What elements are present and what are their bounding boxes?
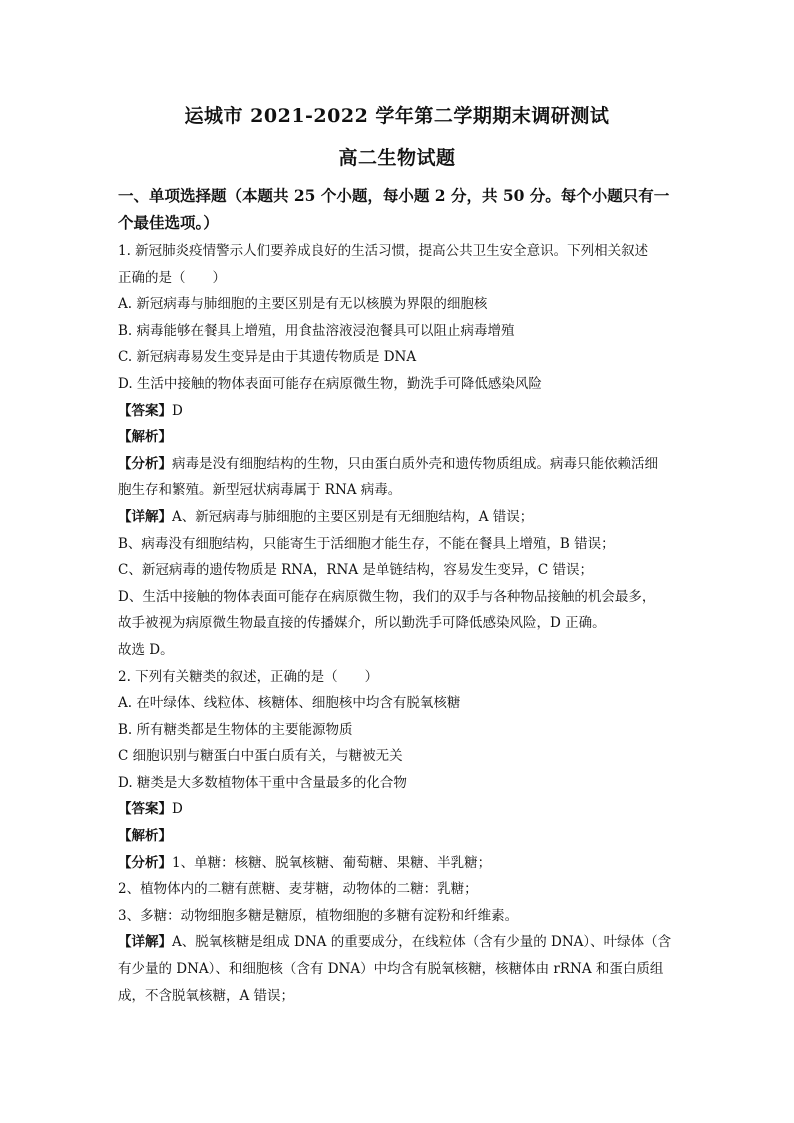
q1-xiangjie <box>118 504 678 531</box>
xiangjie-text: A、脱氧核糖是组成 DNA 的重要成分，在线粒体（含有少量的 DNA）、叶绿体（含 <box>172 934 672 951</box>
exam-title: 运城市 2021-2022 学年第二学期期末调研测试 <box>184 105 610 127</box>
q2-xiangjie-2: 有少量的 DNA）、和细胞核（含有 DNA）中均含有脱氧核糖，核糖体由 rRNA 和蛋白质组 <box>118 961 664 978</box>
q2-option-d: D. 糖类是大多数植物体干重中含量最多的化合物 <box>118 774 407 791</box>
q1-analysis-label: 【解析】 <box>118 429 172 446</box>
fenxi-label: 【分析】 <box>118 455 172 472</box>
q2-xiangjie-3: 成，不含脱氧核糖，A 错误； <box>118 987 295 1004</box>
q1-stem: 正确的是（ ） <box>118 269 226 286</box>
q2-option-c: C 细胞识别与糖蛋白中蛋白质有关，与糖被无关 <box>118 748 403 765</box>
fenxi-label: 【分析】 <box>118 854 172 871</box>
q1-option-d: D. 生活中接触的物体表面可能存在病原微生物，勤洗手可降低感染风险 <box>118 375 542 392</box>
question-body <box>118 238 678 1009</box>
section-heading <box>118 180 678 233</box>
q1-xiangjie-c: C、新冠病毒的遗传物质是 RNA，RNA 是单链结构，容易发生变异，C 错误； <box>118 562 593 579</box>
q1-option-c: C. 新冠病毒易发生变异是由于其遗传物质是 DNA <box>118 349 417 366</box>
q2-answer <box>118 796 678 823</box>
q1-xiangjie-b: B、病毒没有细胞结构，只能寄生于活细胞才能生存，不能在餐具上增殖，B 错误； <box>118 535 615 552</box>
fenxi-text: 病毒是没有细胞结构的生物，只由蛋白质外壳和遗传物质组成。病毒只能依赖活细 <box>172 455 658 472</box>
q2-fenxi-2: 2、植物体内的二糖有蔗糖、麦芽糖，动物体的二糖：乳糖； <box>118 881 478 898</box>
section-heading-line: 个最佳选项。） <box>118 212 219 232</box>
q1-option-b: B. 病毒能够在餐具上增殖，用食盐溶液浸泡餐具可以阻止病毒增殖 <box>118 322 515 339</box>
answer-value: D <box>172 801 183 818</box>
q2-option-b: B. 所有糖类都是生物体的主要能源物质 <box>118 721 353 738</box>
q1-conclusion: 故选 D。 <box>118 641 174 658</box>
xiangjie-label: 【详解】 <box>118 508 172 525</box>
xiangjie-label: 【详解】 <box>118 934 172 951</box>
q1-fenxi <box>118 451 678 478</box>
q1-answer <box>118 398 678 425</box>
q1-fenxi-cont: 胞生存和繁殖。新型冠状病毒属于 RNA 病毒。 <box>118 482 402 499</box>
q2-stem: 2. 下列有关糖类的叙述，正确的是（ ） <box>118 668 379 685</box>
q2-fenxi <box>118 850 678 877</box>
exam-subtitle: 高二生物试题 <box>338 147 456 169</box>
q2-fenxi-3: 3、多糖：动物细胞多糖是糖原，植物细胞的多糖有淀粉和纤维素。 <box>118 907 519 924</box>
answer-label: 【答案】 <box>118 402 172 419</box>
section-heading-line: 一、单项选择题（本题共 25 个小题，每小题 2 分，共 50 分。每个小题只有一 <box>118 186 670 205</box>
xiangjie-text: A、新冠病毒与肺细胞的主要区别是有无细胞结构，A 错误； <box>172 508 534 525</box>
fenxi-text: 1、单糖：核糖、脱氧核糖、葡萄糖、果糖、半乳糖； <box>172 854 492 871</box>
answer-label: 【答案】 <box>118 801 172 818</box>
q2-option-a: A. 在叶绿体、线粒体、核糖体、细胞核中均含有脱氧核糖 <box>118 695 461 712</box>
q2-analysis-label: 【解析】 <box>118 828 172 845</box>
q1-xiangjie-d: D、生活中接触的物体表面可能存在病原微生物，我们的双手与各种物品接触的机会最多， <box>118 588 656 605</box>
q1-stem: 1. 新冠肺炎疫情警示人们要养成良好的生活习惯，提高公共卫生安全意识。下列相关叙述 <box>118 243 649 259</box>
q2-xiangjie <box>118 929 678 956</box>
answer-value: D <box>172 402 183 419</box>
q1-option-a: A. 新冠病毒与肺细胞的主要区别是有无以核膜为界限的细胞核 <box>118 296 488 313</box>
q1-xiangjie-d-cont: 故手被视为病原微生物最直接的传播媒介，所以勤洗手可降低感染风险，D 正确。 <box>118 615 606 632</box>
